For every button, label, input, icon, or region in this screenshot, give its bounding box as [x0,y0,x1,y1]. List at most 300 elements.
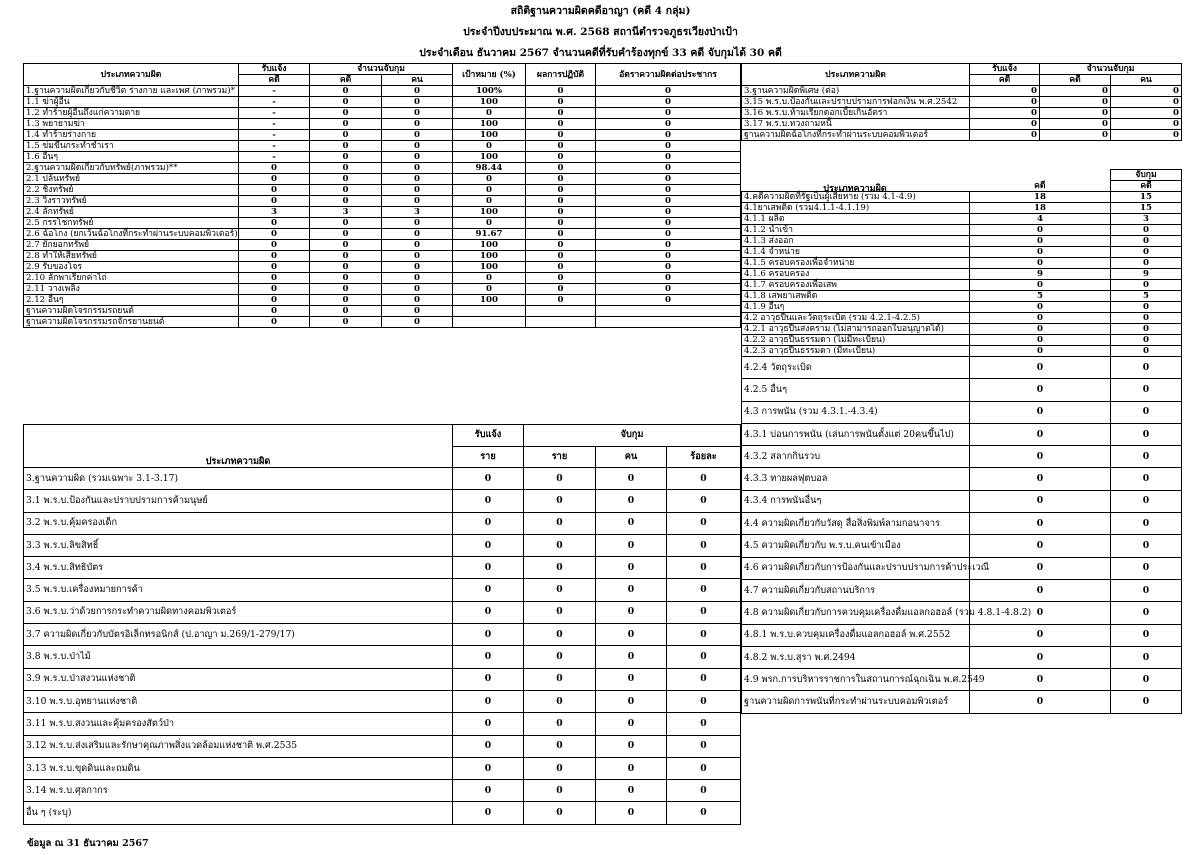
arrest-cases: 0 [970,446,1111,468]
empty-cell [596,317,741,328]
offense-name: 4.1.2 นำเข้า [742,225,970,236]
offense-name: 4.2.5 อื่นๆ [742,379,970,401]
offense-name: 3.15 พ.ร.บ.ป้องกันและปราบปรามการฟอกเงิน พ.ศ.2542 [742,97,970,108]
arrest-percent: 0 [667,713,741,735]
table-row [742,346,1182,357]
arrest-cases-2: 0 [1111,513,1182,535]
table-row [24,757,741,779]
arrest-persons: 0 [382,240,453,251]
crime-rate: 0 [596,141,741,152]
arrest-cases: 9 [970,269,1111,280]
col-arrest-cases: คดี [1040,75,1111,86]
arrest-cases: 0 [970,602,1111,624]
arrest-items: 0 [524,624,596,646]
arrest-persons: 0 [596,601,667,623]
arrest-percent: 0 [667,690,741,712]
arrest-cases: 0 [970,324,1111,335]
table-row [742,423,1182,445]
table-row [24,512,741,534]
arrest-persons: 0 [596,646,667,668]
result-value: 0 [526,97,596,108]
offense-name: 4.8.1 พ.ร.บ.ควบคุมเครื่องดื่มแอลกอฮอล์ พ.ศ.2552 [742,624,970,646]
offense-name: 1.ฐานความผิดเกี่ยวกับชีวิต ร่างกาย และเพศ (ภาพรวม)* [24,86,239,97]
table-row [24,185,741,196]
arrest-cases: 0 [310,130,382,141]
arrest-cases: 0 [970,357,1111,379]
crime-stats-table-groups-1-2 [23,63,741,328]
crime-rate: 0 [596,207,741,218]
table-row [24,534,741,556]
col-offense-type: ประเภทความผิด [823,184,887,194]
arrest-cases-2: 5 [1111,291,1182,302]
arrest-percent: 0 [667,780,741,802]
arrest-cases: 0 [310,108,382,119]
arrest-persons: 0 [596,690,667,712]
arrest-cases-2: 0 [1111,557,1182,579]
arrest-persons: 0 [596,713,667,735]
arrest-items: 0 [524,757,596,779]
crime-rate: 0 [596,163,741,174]
received-items: 0 [453,557,524,579]
col-received: รับแจ้ง [453,425,524,447]
col-arrests: จำนวนจับกุม [1040,64,1182,75]
arrest-percent: 0 [667,735,741,757]
arrest-cases: 18 [970,203,1111,214]
offense-name: 2.6 ฉ้อโกง (ยกเว้นฉ้อโกงที่กระทำผ่านระบบคอมพิวเตอร์) [24,229,239,240]
arrest-persons: 0 [1111,108,1182,119]
offense-name: 4.2.3 อาวุธปืนธรรมดา (มีทะเบียน) [742,346,970,357]
received-cases: - [239,152,310,163]
arrest-persons: 0 [596,490,667,512]
table-row [24,713,741,735]
arrest-persons: 3 [382,207,453,218]
col-arrest-persons: คน [596,446,667,468]
arrest-percent: 0 [667,512,741,534]
table-row [24,152,741,163]
target-percent: 100% [453,86,526,97]
received-cases: 0 [239,262,310,273]
arrest-persons: 0 [382,174,453,185]
crime-rate: 0 [596,152,741,163]
arrest-cases-2: 0 [1111,669,1182,691]
crime-rate: 0 [596,86,741,97]
empty-cell [526,317,596,328]
offense-name: 3.8 พ.ร.บ.ป่าไม้ [24,646,453,668]
arrest-items: 0 [524,534,596,556]
offense-name: 4.3 การพนัน (รวม 4.3.1.-4.3.4) [742,401,970,423]
target-percent: 100 [453,295,526,306]
arrest-persons: 0 [382,130,453,141]
target-percent: 100 [453,262,526,273]
table-row [24,196,741,207]
table-row [742,119,1182,130]
empty-cell [526,306,596,317]
arrest-cases: 0 [970,557,1111,579]
offense-name: 4.8 ความผิดเกี่ยวกับการควบคุมเครื่องดื่มแอลกอฮอล์ (รวม 4.8.1-4.8.2) [742,602,970,624]
arrest-items: 0 [524,690,596,712]
received-items: 0 [453,624,524,646]
arrest-cases-2: 0 [1111,236,1182,247]
offense-name: 3.17 พ.ร.บ.ทวงถามหนี้ [742,119,970,130]
offense-name: 1.3 พยายามฆ่า [24,119,239,130]
arrest-items: 0 [524,668,596,690]
offense-name: 3.ฐานความผิดพิเศษ (ต่อ) [742,86,970,97]
arrest-persons: 0 [382,108,453,119]
arrest-persons: 0 [382,262,453,273]
crime-rate: 0 [596,119,741,130]
arrest-cases: 0 [1040,108,1111,119]
special-offense-table-continued [741,63,1182,141]
arrest-items: 0 [524,646,596,668]
report-subtitle: ประจำปีงบประมาณ พ.ศ. 2568 สถานีตำรวจภูธรเวียงป่าเป้า [463,26,738,38]
table-row [24,207,741,218]
target-percent: 0 [453,218,526,229]
arrest-items: 0 [524,468,596,490]
crime-rate: 0 [596,97,741,108]
offense-name: อื่น ๆ (ระบุ) [24,802,453,824]
arrest-items: 0 [524,512,596,534]
crime-rate: 0 [596,262,741,273]
table-row [24,119,741,130]
table-row [24,130,741,141]
result-value: 0 [526,141,596,152]
report-title: สถิติฐานความผิดคดีอาญา (คดี 4 กลุ่ม) [510,5,691,17]
table-row [742,291,1182,302]
arrest-cases: 0 [310,295,382,306]
offense-name: 4.1.5 ครอบครองเพื่อจำหน่าย [742,258,970,269]
arrest-persons: 0 [382,317,453,328]
arrest-cases-2: 0 [1111,335,1182,346]
result-value: 0 [526,273,596,284]
col-offense-type: ประเภทความผิด [24,425,453,468]
arrest-cases-2: 0 [1111,490,1182,512]
arrest-persons: 0 [596,757,667,779]
target-percent: 0 [453,284,526,295]
arrest-items: 0 [524,601,596,623]
arrest-cases: 0 [310,262,382,273]
received-cases: 0 [239,229,310,240]
received-items: 0 [453,579,524,601]
target-percent: 91.67 [453,229,526,240]
arrest-persons: 0 [596,735,667,757]
received-cases: - [239,97,310,108]
data-as-of-footer: ข้อมูล ณ 31 ธันวาคม 2567 [27,838,149,849]
table-row [24,97,741,108]
target-percent: 0 [453,108,526,119]
offense-name: 3.3 พ.ร.บ.ลิขสิทธิ์ [24,534,453,556]
received-cases: 0 [239,163,310,174]
col-received-cases: คดี [970,75,1040,86]
table-row [742,225,1182,236]
table-row [24,624,741,646]
offense-name: ฐานความผิดโจรกรรมรถจักรยานยนต์ [24,317,239,328]
arrest-cases-2: 0 [1111,468,1182,490]
received-cases: 0 [239,174,310,185]
arrest-cases: 0 [310,86,382,97]
offense-name: 4.8.2 พ.ร.บ.สุรา พ.ศ.2494 [742,646,970,668]
arrest-cases: 0 [970,236,1111,247]
result-value: 0 [526,185,596,196]
arrest-persons: 0 [596,579,667,601]
result-value: 0 [526,284,596,295]
offense-name: 2.9 รับของโจร [24,262,239,273]
table-row [24,802,741,824]
offense-name: 4.5 ความผิดเกี่ยวกับ พ.ร.บ.คนเข้าเมือง [742,535,970,557]
arrest-cases: 0 [970,346,1111,357]
arrest-cases-2: 0 [1111,346,1182,357]
table-row [24,251,741,262]
arrest-percent: 0 [667,534,741,556]
col-arrests: จับกุม [524,425,741,447]
result-value: 0 [526,229,596,240]
result-value: 0 [526,251,596,262]
col-received: รับแจ้ง [239,64,310,75]
arrest-items: 0 [524,557,596,579]
offense-name: 2.1 ปล้นทรัพย์ [24,174,239,185]
received-cases: 0 [970,86,1040,97]
arrest-cases-2: 0 [1111,423,1182,445]
offense-name: 4.1.3 ส่งออก [742,236,970,247]
offense-name: 3.14 พ.ร.บ.ศุลกากร [24,780,453,802]
target-percent: 0 [453,196,526,207]
received-items: 0 [453,534,524,556]
table-row [24,317,741,328]
table-row [742,579,1182,601]
arrest-persons: 0 [382,86,453,97]
offense-name: 4.2.4 วัตถุระเบิด [742,357,970,379]
arrest-cases-2: 0 [1111,646,1182,668]
offense-name: 3.10 พ.ร.บ.อุทยานแห่งชาติ [24,690,453,712]
table-row [742,269,1182,280]
received-items: 0 [453,780,524,802]
result-value: 0 [526,130,596,141]
arrest-cases: 0 [310,163,382,174]
empty-cell [453,306,526,317]
arrest-cases: 0 [970,401,1111,423]
col-offense-type: ประเภทความผิด [742,64,970,86]
arrest-cases: 0 [310,119,382,130]
received-cases: 0 [239,284,310,295]
arrest-cases-2: 0 [1111,446,1182,468]
table-row [24,668,741,690]
table-row [742,280,1182,291]
received-cases: - [239,130,310,141]
arrest-cases-2: 0 [1111,357,1182,379]
result-value: 0 [526,108,596,119]
offense-name: 4.3.4 การพนันอื่นๆ [742,490,970,512]
arrest-cases: 0 [970,691,1111,713]
target-percent: 100 [453,97,526,108]
col-rate: อัตราความผิดต่อประชากร [596,64,741,86]
arrest-cases-2: 0 [1111,247,1182,258]
arrest-cases-2: 15 [1111,203,1182,214]
received-cases: 0 [239,240,310,251]
offense-name: 3.1 พ.ร.บ.ป้องกันและปราบปรามการค้ามนุษย์ [24,490,453,512]
result-value: 0 [526,207,596,218]
empty-cell [596,306,741,317]
crime-rate: 0 [596,229,741,240]
offense-name: 4.คดีความผิดที่รัฐเป็นผู้เสียหาย (รวม 4.1-4.9) [742,192,970,203]
received-cases: 0 [970,119,1040,130]
arrest-persons: 0 [382,229,453,240]
crime-rate: 0 [596,273,741,284]
offense-name: 4.3.3 ทายผลฟุตบอล [742,468,970,490]
received-items: 0 [453,757,524,779]
arrest-persons: 0 [596,668,667,690]
received-cases: - [239,119,310,130]
arrest-percent: 0 [667,802,741,824]
offense-name: 4.7 ความผิดเกี่ยวกับสถานบริการ [742,579,970,601]
arrest-persons: 0 [382,141,453,152]
offense-name: 4.1.7 ครอบครองเพื่อเสพ [742,280,970,291]
arrest-cases-2: 0 [1111,579,1182,601]
arrest-persons: 0 [596,624,667,646]
received-cases: 0 [970,130,1040,141]
arrest-cases: 0 [310,251,382,262]
table-row [24,141,741,152]
table-row [24,284,741,295]
target-percent: 100 [453,251,526,262]
table-row [742,513,1182,535]
arrest-persons: 0 [596,557,667,579]
table-row [24,579,741,601]
arrest-cases: 0 [310,196,382,207]
col-arrests: จับกุม [1111,170,1182,181]
target-percent: 100 [453,207,526,218]
offense-name: 4.3.2 สลากกินรวบ [742,446,970,468]
arrest-persons: 0 [596,802,667,824]
target-percent: 0 [453,273,526,284]
table-row [24,306,741,317]
received-items: 0 [453,713,524,735]
table-row [742,302,1182,313]
table-row [24,108,741,119]
result-value: 0 [526,86,596,97]
crime-rate: 0 [596,218,741,229]
arrest-percent: 0 [667,757,741,779]
offense-name: 2.5 กรรโชกทรัพย์ [24,218,239,229]
received-cases: 0 [970,108,1040,119]
arrest-cases: 0 [970,490,1111,512]
table-row [742,335,1182,346]
arrest-cases: 0 [310,317,382,328]
offense-name: 4.1.6 ครอบครอง [742,269,970,280]
arrest-percent: 0 [667,468,741,490]
offense-name: 3.ฐานความผิด (รวมเฉพาะ 3.1-3.17) [24,468,453,490]
table-row [742,258,1182,269]
table-row [742,468,1182,490]
offense-name: 3.6 พ.ร.บ.ว่าด้วยการกระทำความผิดทางคอมพิวเตอร์ [24,601,453,623]
arrest-persons: 0 [382,119,453,130]
offense-name: 4.1.1 ผลิต [742,214,970,225]
target-percent: 0 [453,185,526,196]
arrest-persons: 0 [1111,97,1182,108]
received-items: 0 [453,468,524,490]
arrest-cases-2: 0 [1111,535,1182,557]
crime-rate: 0 [596,108,741,119]
offense-name: 2.3 วิ่งราวทรัพย์ [24,196,239,207]
target-percent: 100 [453,152,526,163]
table-row [742,535,1182,557]
offense-name: 1.2 ทำร้ายผู้อื่นถึงแก่ความตาย [24,108,239,119]
arrest-items: 0 [524,780,596,802]
arrest-cases: 0 [310,185,382,196]
table-row [742,691,1182,713]
arrest-persons: 0 [382,295,453,306]
arrest-cases: 0 [970,468,1111,490]
special-offense-table [23,424,741,825]
offense-name: 4.2.2 อาวุธปืนธรรมดา (ไม่มีทะเบียน) [742,335,970,346]
received-cases: 0 [239,306,310,317]
offense-name: 3.16 พ.ร.บ.ห้ามเรียกดอกเบี้ยเกินอัตรา [742,108,970,119]
col-arrests: จำนวนจับกุม [310,64,453,75]
received-cases: 0 [239,251,310,262]
result-value: 0 [526,295,596,306]
offense-name: 1.5 ข่มขืนกระทำชำเรา [24,141,239,152]
col-arrest-persons: คน [1111,75,1182,86]
table-row [742,247,1182,258]
arrest-cases-2: 0 [1111,401,1182,423]
offense-name: 1.6 อื่นๆ [24,152,239,163]
col-received-cases: คดี [239,75,310,86]
offense-name: 3.9 พ.ร.บ.ป่าสงวนแห่งชาติ [24,668,453,690]
arrest-cases: 0 [970,624,1111,646]
table-row [742,624,1182,646]
arrest-persons: 0 [1111,86,1182,97]
offense-name: 4.1.9 อื่นๆ [742,302,970,313]
table-row [24,468,741,490]
received-cases: 3 [239,207,310,218]
col-arrest-items: ราย [524,446,596,468]
arrest-percent: 0 [667,557,741,579]
target-percent: 100 [453,119,526,130]
table-row [742,646,1182,668]
target-percent: 0 [453,141,526,152]
offense-name: 1.4 ทำร้ายร่างกาย [24,130,239,141]
target-percent: 100 [453,240,526,251]
table-row [24,86,741,97]
table-row [742,490,1182,512]
offense-name: ฐานความผิดการพนันที่กระทำผ่านระบบคอมพิวเตอร์ [742,691,970,713]
arrest-cases-2: 3 [1111,214,1182,225]
offense-name: 4.6 ความผิดเกี่ยวกับการป้องกันและปราบปรามการค้าประเวณี [742,557,970,579]
arrest-cases: 0 [310,97,382,108]
arrest-cases: 0 [970,513,1111,535]
result-value: 0 [526,196,596,207]
received-items: 0 [453,802,524,824]
col-received: รับแจ้ง [970,64,1040,75]
col-arrest-percent: ร้อยละ [667,446,741,468]
offense-name: 3.2 พ.ร.บ.คุ้มครองเด็ก [24,512,453,534]
arrest-cases: 0 [310,240,382,251]
arrest-cases: 0 [310,152,382,163]
arrest-cases: 0 [970,247,1111,258]
arrest-persons: 0 [382,163,453,174]
col-received-items: ราย [453,446,524,468]
received-items: 0 [453,601,524,623]
arrest-cases: 0 [970,579,1111,601]
report-period: ประจำเดือน ธันวาคม 2567 จำนวนคดีที่รับคำร้องทุกข์ 33 คดี จับกุมได้ 30 คดี [419,47,782,59]
col-result: ผลการปฏิบัติ [526,64,596,86]
arrest-cases: 0 [310,306,382,317]
arrest-percent: 0 [667,490,741,512]
arrest-persons: 0 [596,512,667,534]
arrest-persons: 0 [382,251,453,262]
offense-name: 3.7 ความผิดเกี่ยวกับบัตรอิเล็กทรอนิกส์ (ป.อาญา ม.269/1-279/17) [24,624,453,646]
table-row [742,236,1182,247]
arrest-cases: 0 [310,284,382,295]
table-row [24,735,741,757]
